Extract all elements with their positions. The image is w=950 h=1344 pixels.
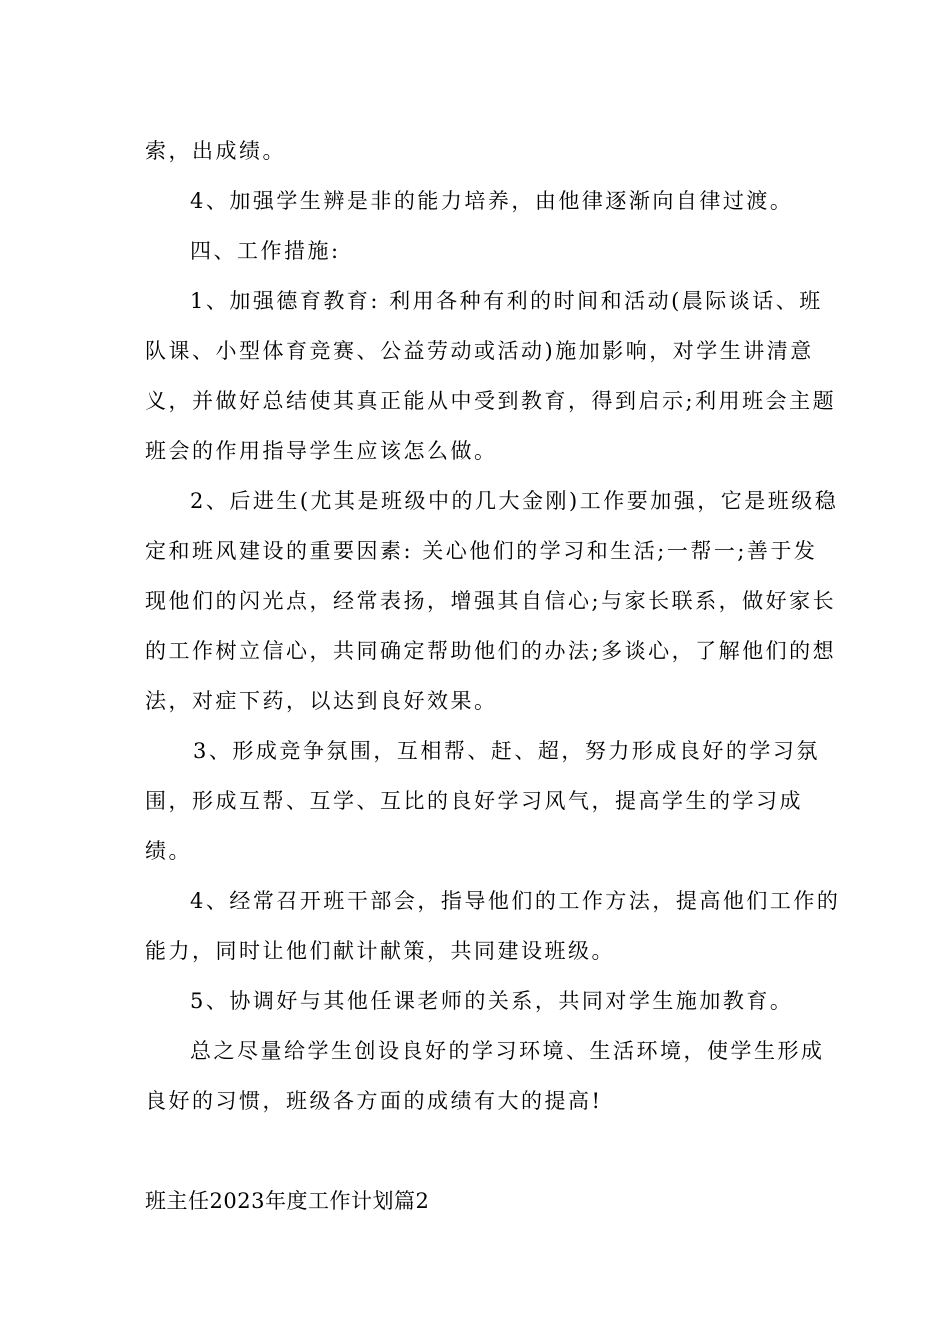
text-line: 定和班风建设的重要因素: 关心他们的学习和生活;一帮一;善于发 <box>145 539 818 563</box>
text-line: 围，形成互帮、互学、互比的良好学习风气，提高学生的学习成 <box>145 789 803 813</box>
text-line: 义，并做好总结使其真正能从中受到教育，得到启示;利用班会主题 <box>145 389 837 413</box>
text-line: 能力，同时让他们献计献策，共同建设班级。 <box>145 939 615 963</box>
text-line: 班会的作用指导学生应该怎么做。 <box>145 439 498 463</box>
text-line: 索，出成绩。 <box>145 139 286 163</box>
text-line: 4、加强学生辨是非的能力培养，由他律逐渐向自律过渡。 <box>190 189 794 213</box>
text-line: 1、加强德育教育: 利用各种有利的时间和活动(晨际谈话、班 <box>190 289 823 313</box>
section-heading: 四、工作措施: <box>190 239 341 263</box>
text-line: 2、后进生(尤其是班级中的几大金刚)工作要加强，它是班级稳 <box>190 489 839 513</box>
text-line: 法，对症下药，以达到良好效果。 <box>145 689 498 713</box>
text-line: 的工作树立信心，共同确定帮助他们的办法;多谈心，了解他们的想 <box>145 639 837 663</box>
article-title: 班主任2023年度工作计划篇2 <box>145 1189 430 1213</box>
text-line: 队课、小型体育竞赛、公益劳动或活动)施加影响，对学生讲清意 <box>145 339 814 363</box>
text-line: 总之尽量给学生创设良好的学习环境、生活环境，使学生形成 <box>190 1039 825 1063</box>
text-line: 5、协调好与其他任课老师的关系，共同对学生施加教育。 <box>190 989 794 1013</box>
text-line: 4、经常召开班干部会，指导他们的工作方法，提高他们工作的 <box>190 889 841 913</box>
text-line: 3、形成竞争氛围，互相帮、赶、超，努力形成良好的学习氛 <box>193 739 820 763</box>
text-line: 现他们的闪光点，经常表扬，增强其自信心;与家长联系，做好家长 <box>145 589 837 613</box>
text-line: 良好的习惯，班级各方面的成绩有大的提高! <box>145 1089 603 1113</box>
text-line: 绩。 <box>145 839 192 863</box>
